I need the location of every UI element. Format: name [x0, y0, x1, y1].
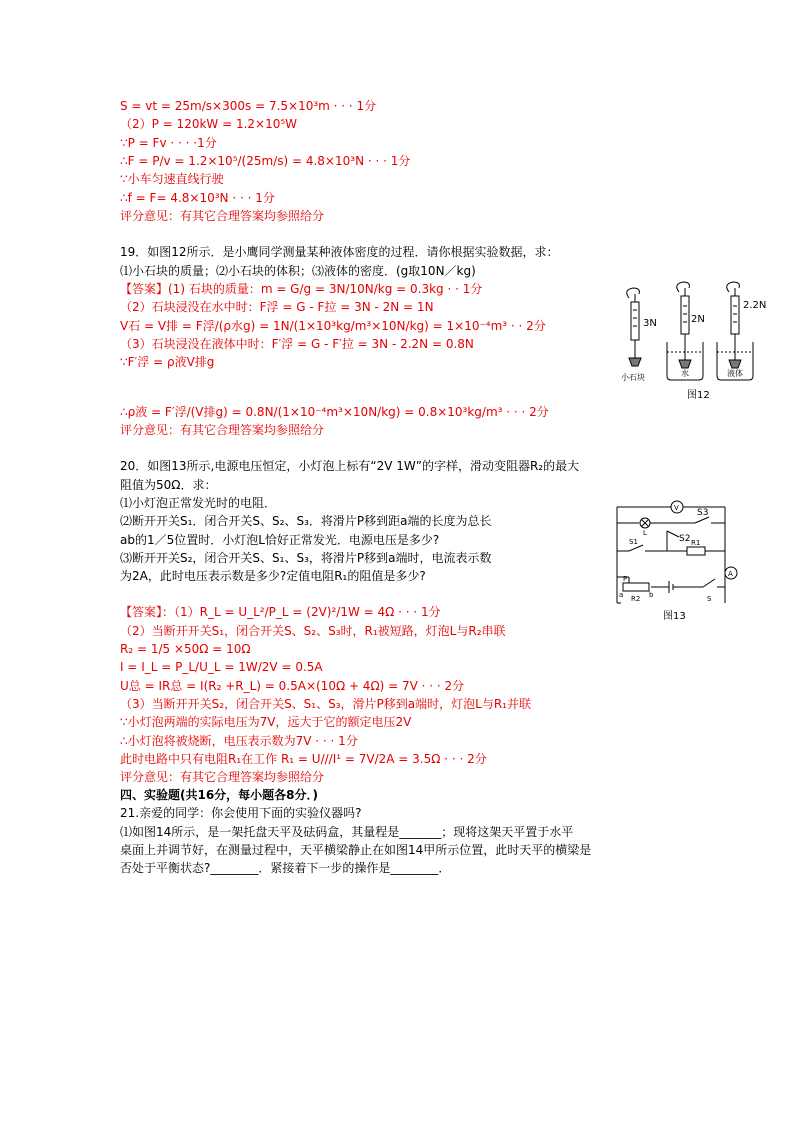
fig12-label-water: 水 [681, 369, 689, 378]
fig13-p-label: P [623, 575, 628, 583]
fig13-caption: 图13 [663, 611, 686, 622]
fig13-a-label: a [619, 591, 624, 599]
fig13-s-label: S [707, 595, 712, 603]
fig13-lamp-label: L [643, 529, 647, 537]
answer-20-current: I = I_L = P_L/U_L = 1W/2V = 0.5A [120, 660, 323, 674]
fig12-caption: 图12 [687, 390, 710, 400]
question-20-title: 20．如图13所示,电源电压恒定，小灯泡上标有“2V 1W”的字样，滑动变阻器R₂的最大 [120, 459, 580, 473]
fig12-label-2n: 2N [691, 314, 705, 325]
answer-20-overvoltage: ∵小灯泡两端的实际电压为7V，远大于它的额定电压2V [120, 715, 412, 729]
question-20-part2: ⑵断开开关S₁．闭合开关S、S₂、S₃．将滑片P移到距a端的长度为总长 [120, 514, 492, 528]
question-20-part3-cont: 为2A，此时电压表示数是多少?定值电阻R₁的阻值是多少? [120, 569, 426, 583]
line-scoring-note: 评分意见：有其它合理答案均参照给分 [120, 423, 325, 437]
line-power-formula: ∵P = Fv · · · ·1分 [120, 136, 217, 150]
line-force-calc: ∴F = P/v = 1.2×10⁵/(25m/s) = 4.8×10³N · · · 1分 [120, 154, 411, 168]
question-20-part3: ⑶断开开关S₂，闭合开关S、S₁、S₃，将滑片P移到a端时，电流表示数 [120, 551, 492, 565]
fig13-s1-label: S1 [629, 538, 638, 546]
section-4-title: 四、实验题(共16分，每小题各8分．) [120, 788, 319, 802]
figure-12-drawing [615, 280, 775, 400]
line-friction: ∴f = F= 4.8×10³N · · · 1分 [120, 191, 275, 205]
question-19-title: 19．如图12所示．是小鹰同学测量某种液体密度的过程．请你根据实验数据，求： [120, 245, 559, 259]
answer-20-voltmeter: ∴小灯泡将被烧断，电压表示数为7V · · · 1分 [120, 734, 358, 748]
answer-20-r1: 此时电路中只有电阻R₁在工作 R₁ = U///I¹ = 7V/2A = 3.5Ω · · · 2分 [120, 752, 487, 766]
figure-13 [607, 497, 747, 625]
fig13-voltmeter-label: V [674, 504, 679, 512]
fig13-b-label: b [649, 591, 654, 599]
fig12-label-2-2n: 2.2N [743, 300, 767, 311]
fig12-label-liquid: 液体 [727, 369, 743, 378]
question-21-part1-cont: 桌面上并调节好，在测量过程中，天平横梁静止在如图14甲所示位置，此时天平的横梁是 [120, 843, 592, 857]
question-20-title-cont: 阻值为50Ω．求： [120, 478, 217, 492]
question-20-part1: ⑴小灯泡正常发光时的电阻． [120, 496, 277, 510]
line-scoring-note: 评分意见：有其它合理答案均参照给分 [120, 770, 325, 784]
line-power: （2）P = 120kW = 1.2×10⁵W [120, 117, 298, 131]
question-19-subparts: ⑴小石块的质量；⑵小石块的体积；⑶液体的密度．(g取10N／kg) [120, 264, 476, 278]
answer-19-archimedes: ∵F′浮 = ρ液V排g [120, 355, 215, 369]
fig13-r2-label: R2 [631, 595, 641, 603]
answer-20-parallel: （3）当断开开关S₂，闭合开关S、S₁、S₃，滑片P移到a端时，灯泡L与R₁并联 [120, 697, 531, 711]
answer-19-density: ∴ρ液 = F′浮/(V排g) = 0.8N/(1×10⁻⁴m³×10N/kg) = 0.8×10³kg/m³ · · · 2分 [120, 405, 549, 419]
fig13-ammeter-label: A [728, 570, 733, 578]
figure-13-drawing [607, 497, 747, 625]
answer-20-resistance: 【答案】：（1）R_L = U_L²/P_L = (2V)²/1W = 4Ω · · · 1分 [120, 605, 441, 619]
fig12-label-stone: 小石块 [621, 373, 645, 382]
line-uniform-motion: ∵小车匀速直线行驶 [120, 172, 224, 186]
question-20-part2-cont: ab的1／5位置时．小灯泡L恰好正常发光．电源电压是多少? [120, 533, 440, 547]
fig13-r1-label: R1 [691, 539, 701, 547]
question-21-part1-cont2: 否处于平衡状态?________．紧接着下一步的操作是________． [120, 861, 451, 875]
line-scoring-note: 评分意见：有其它合理答案均参照给分 [120, 209, 325, 223]
answer-20-series: （2）当断开开关S₁，闭合开关S、S₂、S₃时，R₁被短路，灯泡L与R₂串联 [120, 624, 506, 638]
figure-12 [615, 280, 775, 400]
fig13-s2-label: S2 [679, 534, 691, 544]
fig12-label-3n: 3N [643, 318, 657, 329]
answer-20-total-voltage: U总 = IR总 = I(R₂ +R_L) = 0.5A×(10Ω + 4Ω) = 7V · · · 2分 [120, 679, 465, 693]
question-21-title: 21.亲爱的同学：你会使用下面的实验仪器吗? [120, 806, 362, 820]
fig13-s3-label: S3 [697, 508, 709, 518]
answer-19-volume: V石 = V排 = F浮/(ρ水g) = 1N/(1×10³kg/m³×10N/kg) = 1×10⁻⁴m³ · · 2分 [120, 319, 546, 333]
question-21-part1: ⑴如图14所示，是一架托盘天平及砝码盒，其量程是_______；现将这架天平置于水平 [120, 825, 574, 839]
answer-19-mass: 【答案】(1) 石块的质量：m = G/g = 3N/10N/kg = 0.3kg · · 1分 [120, 282, 483, 296]
answer-20-r2: R₂ = 1/5 ×50Ω = 10Ω [120, 642, 251, 656]
answer-19-liquid-buoyancy: （3）石块浸没在液体中时：F′浮 = G - F′拉 = 3N - 2.2N = 0.8N [120, 337, 474, 351]
answer-19-buoyancy: （2）石块浸没在水中时：F浮 = G - F拉 = 3N - 2N = 1N [120, 300, 434, 314]
line-distance-calc: S = vt = 25m/s×300s = 7.5×10³m · · · 1分 [120, 99, 377, 113]
